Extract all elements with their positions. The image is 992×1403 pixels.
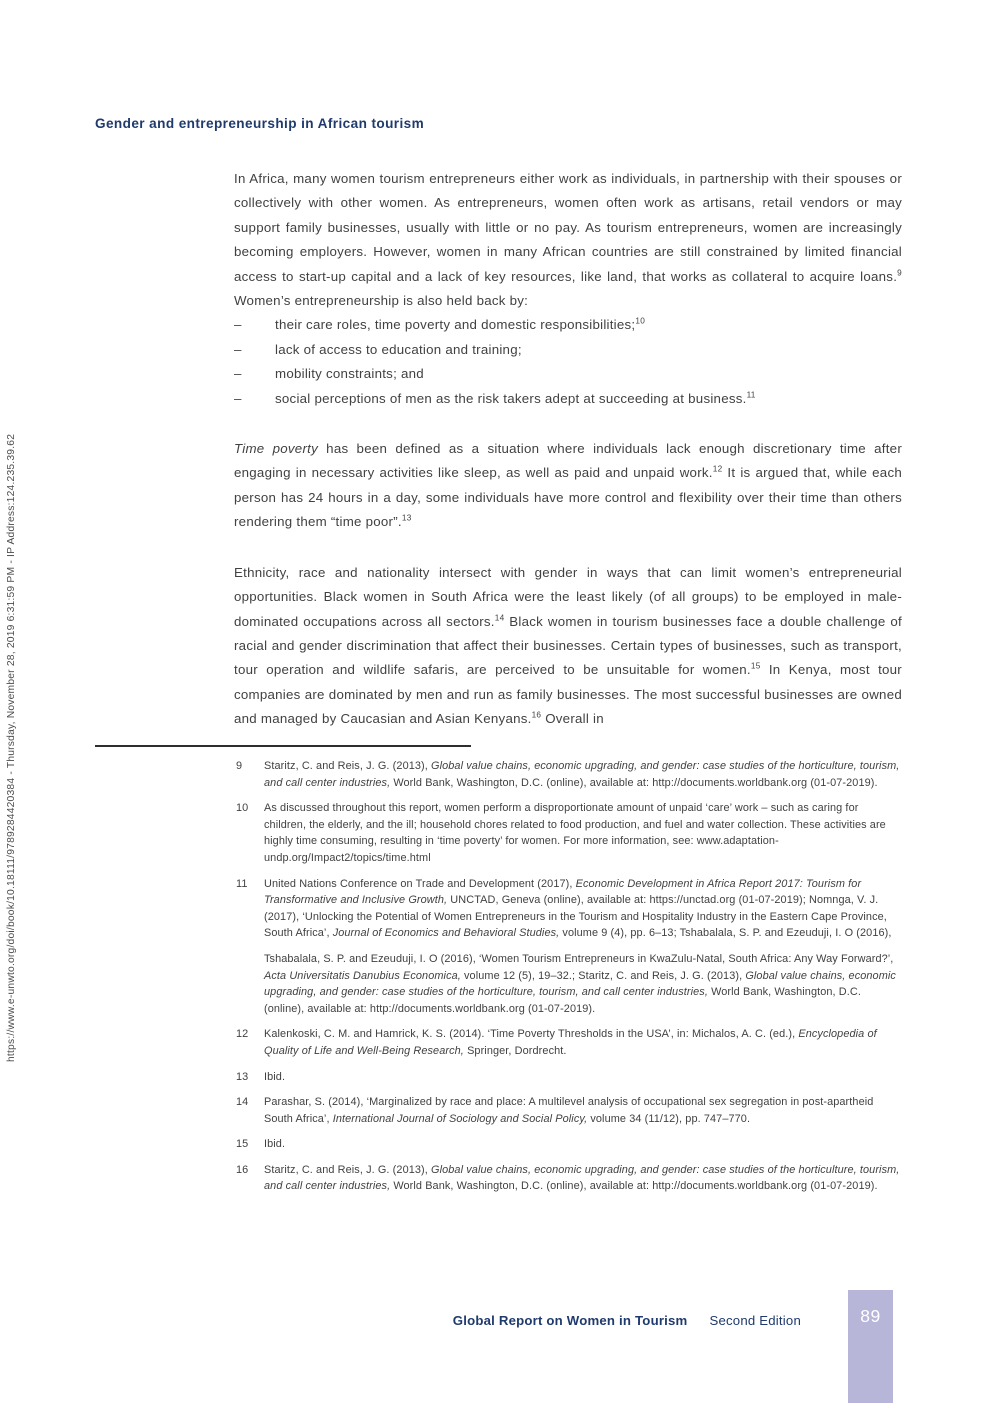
body-column	[234, 167, 902, 732]
list-item	[234, 387, 902, 411]
footnote-continuation	[236, 951, 902, 1017]
section-heading: Gender and entrepreneurship in African tourism	[95, 116, 425, 131]
footnote-divider	[95, 745, 471, 747]
bullet-list	[234, 313, 902, 411]
page-footer	[0, 1313, 801, 1328]
list-item	[234, 362, 902, 386]
footnote-text: Kalenkoski, C. M. and Hamrick, K. S. (2014). ‘Time Poverty Thresholds in the USA’, in: Michalos, A. C. (ed.), Encyclopedia of Quality of Life and Well-Being Research, Springer, Dordrecht.	[264, 1028, 877, 1057]
footnote	[236, 1162, 902, 1195]
list-item	[234, 338, 902, 362]
footnote-number: 10	[236, 802, 249, 815]
bullet-text: their care roles, time poverty and domestic responsibilities;$^{10}$	[275, 317, 646, 333]
report-edition: Second Edition	[709, 1313, 801, 1328]
paragraph-time-poverty: Time poverty has been defined as a situation where individuals lack enough discretionary time after engaging in necessary activities like sleep, as well as paid and unpaid work.$^{12}$ It is argued that, while each person has 24 hours in a day, some individuals have more control and flexibility over their time than others rendering them “time poor”.$^{13}$	[234, 441, 903, 530]
footnote-text: Staritz, C. and Reis, J. G. (2013), Global value chains, economic upgrading, and gender: case studies of the horticulture, tourism, and call center industries, World Bank, Washington, D.C. (online), available at: http://documents.worldbank.org (01-07-2019).	[264, 760, 900, 789]
list-item	[234, 313, 902, 337]
footnote	[236, 758, 902, 791]
footnote-text: United Nations Conference on Trade and Development (2017), Economic Development in Africa Report 2017: Tourism for Transformative and Inclusive Growth, UNCTAD, Geneva (online), available at: https://unctad.org (01-07-2019); Nomnga, V. J. (2017), ‘Unlocking the Potential of Women Entrepreneurs in the Tourism and Hospitality Industry in the Eastern Cape Province, South Africa’, Journal of Economics and Behavioral Studies, volume 9 (4), pp. 6–13; Tshabalala, S. P. and Ezeuduji, I. O (2016),	[264, 877, 892, 940]
footnote-number: 16	[236, 1163, 249, 1176]
footnote	[236, 1136, 902, 1153]
footnote-text: As discussed throughout this report, women perform a disproportionate amount of unpaid ‘care’ work – such as caring for children, the elderly, and the ill; household chores related to food production, and fuel and water collection. These activities are highly time consuming, resulting in ‘time poverty’ for women. For more information, see: www.adaptation-undp.org/Impact2/topics/time.html	[264, 802, 886, 864]
bullet-text: mobility constraints; and	[275, 366, 424, 382]
footnote-number: 13	[236, 1070, 249, 1083]
footnote	[236, 1026, 902, 1059]
footnote-text: Parashar, S. (2014), ‘Marginalized by race and place: A multilevel analysis of occupational sex segregation in post-apartheid South Africa’, International Journal of Sociology and Social Policy, volume 34 (11/12), pp. 747–770.	[264, 1096, 874, 1125]
footnote-text: Ibid.	[264, 1138, 286, 1151]
footnote	[236, 1069, 902, 1086]
page-number: 89	[860, 1306, 881, 1326]
footnote	[236, 1094, 902, 1127]
bullet-marker: –	[234, 317, 242, 333]
footnote-text: Tshabalala, S. P. and Ezeuduji, I. O (2016), ‘Women Tourism Entrepreneurs in KwaZulu-Natal, South Africa: Any Way Forward?’, Acta Universitatis Danubius Economica, volume 12 (5), 19–32.; Staritz, C. and Reis, J. G. (2013), Global value chains, economic upgrading, and gender: case studies of the horticulture, tourism, and call center industries, World Bank, Washington, D.C. (online), available at: http://documents.worldbank.org (01-07-2019).	[264, 952, 896, 1015]
footnote-text: Staritz, C. and Reis, J. G. (2013), Global value chains, economic upgrading, and gender: case studies of the horticulture, tourism, and call center industries, World Bank, Washington, D.C. (online), available at: http://documents.worldbank.org (01-07-2019).	[264, 1163, 900, 1193]
bullet-marker: –	[234, 341, 242, 357]
footnote-number: 9	[236, 760, 243, 772]
bullet-marker: –	[234, 366, 242, 382]
footnote	[236, 800, 902, 866]
footnote-number: 15	[236, 1138, 249, 1151]
footnote-number	[236, 951, 264, 1017]
footnote	[236, 876, 902, 942]
footnote-number: 12	[236, 1028, 249, 1041]
download-watermark: https://www.e-unwto.org/doi/book/10.18111/9789284420384 - Thursday, November 28, 2019 6:31:59 PM - IP Address:124.235.39.62	[6, 433, 17, 1062]
bullet-text: lack of access to education and training;	[275, 341, 522, 357]
bullet-text: social perceptions of men as the risk takers adept at succeeding at business.$^{11}$	[275, 390, 756, 406]
footnote-number: 11	[236, 877, 248, 890]
paragraph-ethnicity: Ethnicity, race and nationality intersect with gender in ways that can limit women’s entrepreneurial opportunities. Black women in South Africa were the least likely (of all groups) to be employed in male-dominated occupations across all sectors.$^{14}$ Black women in tourism businesses face a double challenge of racial and gender discrimination that affect their businesses. Certain types of businesses, such as transport, tour operation and wildlife safaris, are perceived to be unsuitable for women.$^{15}$ In Kenya, most tour companies are dominated by men and run as family businesses. The most successful businesses are owned and managed by Caucasian and Asian Kenyans.$^{16}$ Overall in	[234, 564, 903, 727]
report-title: Global Report on Women in Tourism	[452, 1313, 688, 1328]
footnote-number: 14	[236, 1096, 249, 1109]
footnotes-section	[236, 758, 902, 1204]
bullet-marker: –	[234, 390, 242, 406]
paragraph-intro: In Africa, many women tourism entrepreneurs either work as individuals, in partnership with their spouses or collectively with other women. As entrepreneurs, women often work as artisans, retail vendors or may support family businesses, usually with little or no pay. As tourism entrepreneurs, women are increasingly becoming employers. However, women in many African countries are still constrained by limited financial access to start-up capital and a lack of key resources, like land, that works as collateral to acquire loans.$^9$ Women’s entrepreneurship is also held back by:	[234, 171, 902, 309]
footnote-text: Ibid.	[264, 1070, 286, 1083]
page-number-tab	[848, 1290, 893, 1403]
